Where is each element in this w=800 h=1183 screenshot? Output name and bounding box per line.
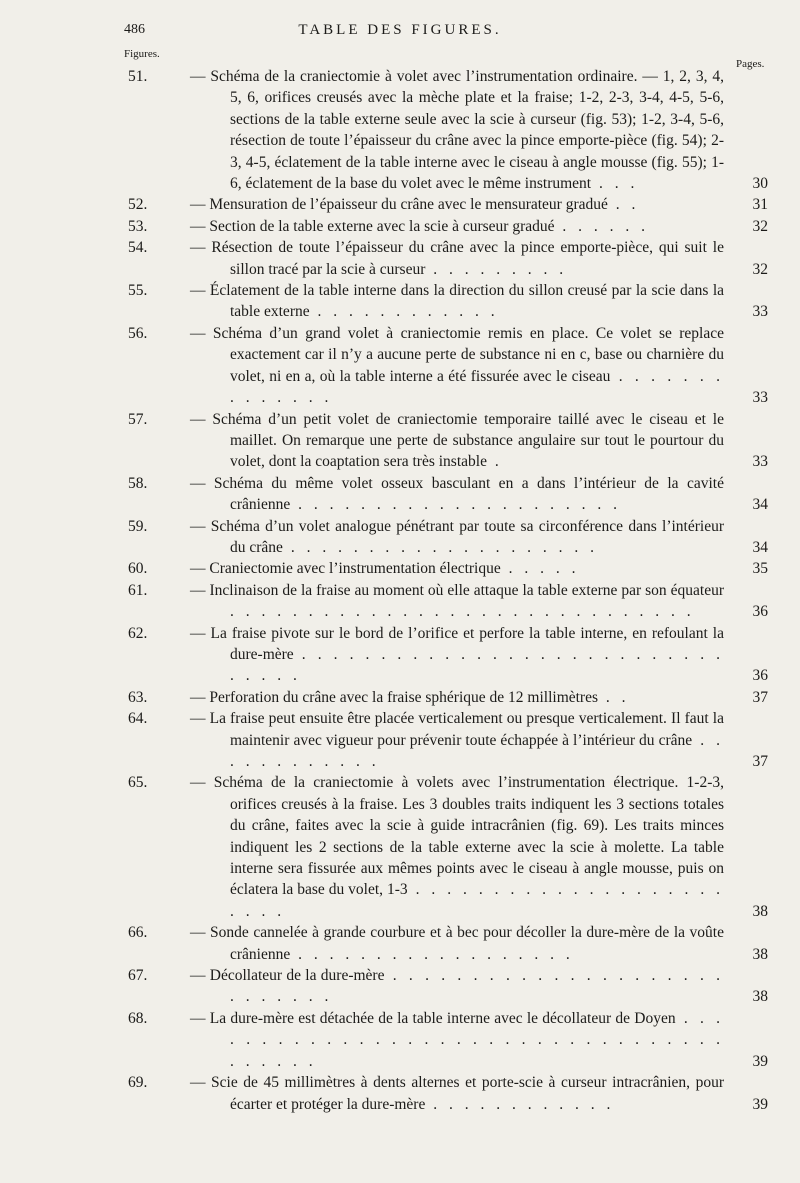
figure-caption: — La fraise peut ensuite être placée verticalement ou presque verticalement. Il faut la maintenir avec vigueur pour prévenir toute échappée à l’intérieur du crâne [190,710,724,749]
figure-caption: — Éclatement de la table interne dans la direction du sillon creusé par la scie dans la table externe [190,282,724,321]
page-reference: 33 [752,303,768,321]
pages-column-label: Pages. [736,58,765,70]
figure-entry: 55. — Éclatement de la table interne dans la direction du sillon creusé par la scie dans la table externe . . . . . . . . . . . . 33 [128,280,768,323]
figure-number: 58. [128,474,148,492]
page-reference: 39 [752,1052,768,1070]
figure-entry: 65. — Schéma de la craniectomie à volets avec l’instrumentation électrique. 1-2-3, orifices creusés à la fraise. Les 3 doubles traits indiquent les 3 sections totales du crâne, faites avec la scie à guide intracrânien (fig. 69). Les traits minces indiquent les 2 sections de la table externe avec la scie à molette. La table interne sera fissurée aux mêmes points avec le ciseau à angle mousse, puis on éclatera la base du volet, 1-3 . . . . . . . . . . . . . . . . . . . . . . . . 38 [128,772,768,922]
figure-number: 51. [128,68,148,85]
running-head: TABLE DES FIGURES. [298,22,502,38]
figure-caption: — Inclinaison de la fraise au moment où elle attaque la table externe par son équateur [190,581,724,599]
figure-number: 55. [128,282,148,300]
figure-caption: — Scie de 45 millimètres à dents alternes et porte-scie à curseur intracrânien, pour écarter et protéger la dure-mère [190,1074,724,1113]
figure-number: 66. [128,924,148,942]
page-reference: 34 [752,496,768,514]
figure-caption: — La dure-mère est détachée de la table interne avec le décollateur de Doyen [190,1009,676,1027]
figure-caption: — Section de la table externe avec la scie à curseur gradué [190,217,555,235]
figure-entry: 56. — Schéma d’un grand volet à craniectomie remis en place. Ce volet se replace exactement car il n’y a aucune perte de substance ni en c, base ou charnière du volet, ni en a, où la table interne a été fissurée avec le ciseau . . . . . . . . . . . . . . 33 [128,323,768,409]
figure-caption: — Mensuration de l’épaisseur du crâne avec le mensurateur gradué [190,196,608,214]
figure-entry: 69. — Scie de 45 millimètres à dents alternes et porte-scie à curseur intracrânien, pour écarter et protéger la dure-mère . . . . . . . . . . . . 39 [128,1072,768,1115]
figure-number: 68. [128,1009,148,1027]
figure-caption: — Schéma d’un petit volet de craniectomie temporaire taillé avec le ciseau et le maillet. On remarque une perte de substance angulaire sur tout le pourtour du volet, dont la coaptation sera très instable [190,410,724,471]
figure-caption: — Résection de toute l’épaisseur du crâne avec la pince emporte-pièce, qui suit le sillon tracé par la scie à curseur [190,239,724,278]
page-reference: 32 [752,260,768,278]
figure-number: 69. [128,1074,148,1092]
figure-number: 53. [128,217,148,235]
page-number: 486 [124,22,145,37]
figure-caption: — Décollateur de la dure-mère [190,967,385,985]
figure-list [128,66,768,1115]
page-reference: 38 [752,902,768,920]
figure-number: 57. [128,410,148,428]
figure-caption: — La fraise pivote sur le bord de l’orifice et perfore la table interne, en refoulant la dure-mère [190,624,724,663]
figure-caption: — Schéma de la craniectomie à volet avec l’instrumentation ordinaire. — 1, 2, 3, 4, 5, 6, orifices creusés avec la mèche plate et la fraise; 1-2, 2-3, 3-4, 4-5, 5-6, sections de la table externe seule avec la scie à curseur (fig. 53); 1-2, 3-4, 5-6, résection de toute l’épaisseur du crâne avec la pince emporte-pièce (fig. 54); 2-3, 4-5, éclatement de la table interne avec le ciseau à angle mousse (fig. 55); 1-6, éclatement de la base du volet avec le même instrument [190,68,724,193]
figure-entry: 63. — Perforation du crâne avec la fraise sphérique de 12 millimètres . . 37 [128,687,768,708]
page-reference: 36 [752,603,768,621]
figure-number: 59. [128,517,148,535]
figure-caption: — Schéma d’un grand volet à craniectomie remis en place. Ce volet se replace exactement car il n’y a aucune perte de substance ni en c, base ou charnière du volet, ni en a, où la table interne a été fissurée avec le ciseau [190,324,724,385]
figure-entry: 61. — Inclinaison de la fraise au moment où elle attaque la table externe par son équateur . . . . . . . . . . . . . . . . . . . . . . . . . . . . . . 36 [128,580,768,623]
figure-entry: 51. — Schéma de la craniectomie à volet avec l’instrumentation ordinaire. — 1, 2, 3, 4, 5, 6, orifices creusés avec la mèche plate et la fraise; 1-2, 2-3, 3-4, 4-5, 5-6, sections de la table externe seule avec la scie à curseur (fig. 53); 1-2, 3-4, 5-6, résection de toute l’épaisseur du crâne avec la pince emporte-pièce (fig. 54); 2-3, 4-5, éclatement de la table interne avec le ciseau à angle mousse (fig. 55); 1-6, éclatement de la base du volet avec le même instrument . . . 30 [128,66,768,194]
page-reference: 33 [752,453,768,471]
figure-caption: — Perforation du crâne avec la fraise sphérique de 12 millimètres [190,688,599,706]
figures-column-label: Figures. [124,48,160,60]
figure-number: 63. [128,688,148,706]
figure-number: 64. [128,710,148,728]
page-reference: 30 [752,175,768,193]
figure-caption: — Schéma d’un volet analogue pénétrant par toute sa circonférence dans l’intérieur du crâne [190,517,724,556]
page-reference: 37 [752,753,768,770]
page-reference: 38 [752,988,768,1006]
figure-entry: 58. — Schéma du même volet osseux basculant en a dans l’intérieur de la cavité crânienne . . . . . . . . . . . . . . . . . . . . . 34 [128,473,768,516]
page-reference: 33 [752,389,768,407]
figure-entry: 57. — Schéma d’un petit volet de craniectomie temporaire taillé avec le ciseau et le maillet. On remarque une perte de substance angulaire sur tout le pourtour du volet, dont la coaptation sera très instable . 33 [128,409,768,473]
figure-number: 60. [128,560,148,578]
figure-caption: — Craniectomie avec l’instrumentation électrique [190,560,501,578]
figure-caption: — Sonde cannelée à grande courbure et à bec pour décoller la dure-mère de la voûte crânienne [190,924,724,963]
figure-number: 54. [128,239,148,257]
figure-entry: 52. — Mensuration de l’épaisseur du crâne avec le mensurateur gradué . . 31 [128,194,768,215]
page-reference: 38 [752,945,768,963]
figure-number: 65. [128,774,148,792]
page-reference: 37 [752,688,768,706]
figure-caption: — Schéma du même volet osseux basculant en a dans l’intérieur de la cavité crânienne [190,474,724,514]
page-reference: 35 [752,560,768,578]
figure-entry: 60. — Craniectomie avec l’instrumentation électrique . . . . . 35 [128,558,768,579]
figure-entry: 54. — Résection de toute l’épaisseur du crâne avec la pince emporte-pièce, qui suit le sillon tracé par la scie à curseur . . . . . . . . . 32 [128,237,768,280]
page-reference: 34 [752,538,768,556]
figure-entry: 53. — Section de la table externe avec la scie à curseur gradué . . . . . . 32 [128,216,768,237]
figure-entry: 64. — La fraise peut ensuite être placée verticalement ou presque verticalement. Il faut la maintenir avec vigueur pour prévenir toute échappée à l’intérieur du crâne . . . . . . . . . . . . 37 [128,708,768,772]
page-reference: 39 [752,1095,768,1113]
figure-number: 52. [128,196,148,214]
figure-entry: 67. — Décollateur de la dure-mère . . . . . . . . . . . . . . . . . . . . . . . . . . . . 38 [128,965,768,1008]
figure-number: 56. [128,324,148,342]
page-reference: 36 [752,667,768,685]
figure-number: 67. [128,967,148,985]
page-reference: 32 [752,217,768,235]
figure-number: 62. [128,624,148,642]
figure-entry: 62. — La fraise pivote sur le bord de l’orifice et perfore la table interne, en refoulant la dure-mère . . . . . . . . . . . . . . . . . . . . . . . . . . . . . . . . 36 [128,623,768,687]
figure-entry: 59. — Schéma d’un volet analogue pénétrant par toute sa circonférence dans l’intérieur du crâne . . . . . . . . . . . . . . . . . . . . 34 [128,516,768,559]
figure-number: 61. [128,581,148,599]
figure-entry: 66. — Sonde cannelée à grande courbure et à bec pour décoller la dure-mère de la voûte crânienne . . . . . . . . . . . . . . . . . . 38 [128,922,768,965]
figure-entry: 68. — La dure-mère est détachée de la table interne avec le décollateur de Doyen . . . . . . . . . . . . . . . . . . . . . . . . . . . . . . . . . . . . . . . . 39 [128,1008,768,1072]
page-reference: 31 [752,196,768,214]
figure-caption: — Schéma de la craniectomie à volets avec l’instrumentation électrique. 1-2-3, orifices creusés à la fraise. Les 3 doubles traits indiquent les 3 sections totales du crâne, faites avec la scie à guide intracrânien (fig. 69). Les traits minces indiquent les 2 sections de la table externe avec la scie à molette. La table interne sera fissurée aux mêmes points avec le ciseau à angle mousse, puis on éclatera la base du volet, 1-3 [190,774,724,899]
